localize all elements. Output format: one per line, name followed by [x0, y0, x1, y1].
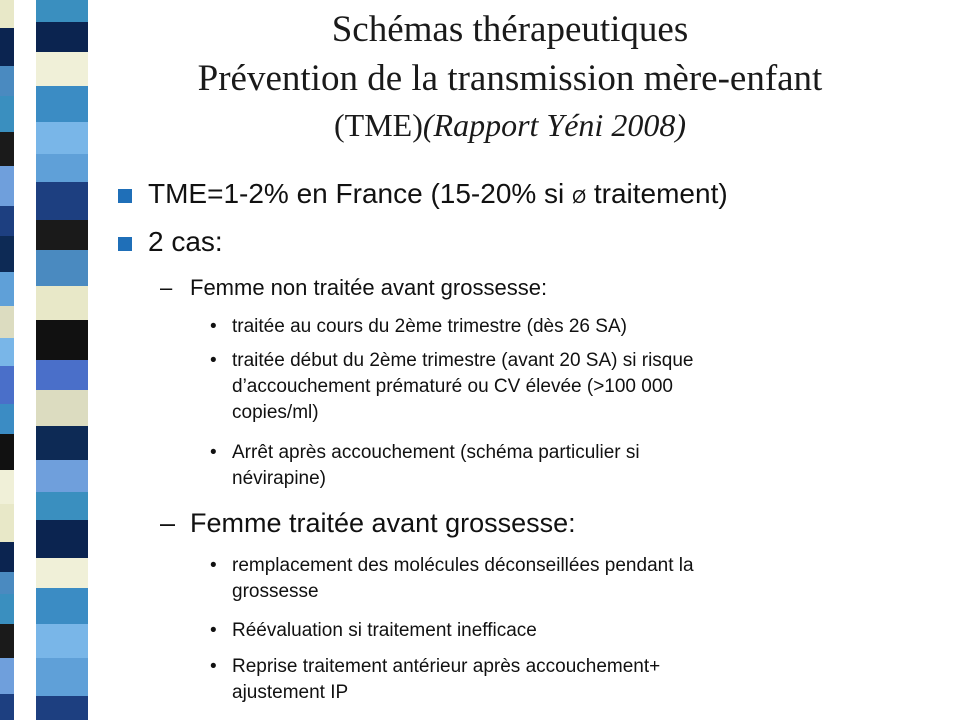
stripe-block — [36, 588, 88, 624]
bullet-dot: • — [210, 350, 217, 371]
edge-stripe-block — [0, 0, 14, 28]
case1-item-1-line-1: traitée au cours du 2ème trimestre (dès 26 SA) — [232, 316, 627, 337]
case2-item-1-line-1: remplacement des molécules déconseillées pendant la — [232, 555, 694, 576]
stripe-block — [36, 390, 88, 426]
edge-stripe-block — [0, 658, 14, 694]
stripe-block — [36, 696, 88, 720]
stripe-block — [36, 520, 88, 558]
title-source: (Rapport Yéni 2008) — [422, 107, 686, 143]
title-abbr: (TME) — [334, 107, 423, 143]
stripe-block — [36, 360, 88, 390]
stripe-block — [36, 0, 88, 22]
case2-item-3-line-1: Reprise traitement antérieur après accouchement+ — [232, 656, 661, 677]
stripe-block — [36, 286, 88, 320]
stripe-block — [36, 122, 88, 154]
dash-marker: – — [160, 508, 176, 538]
edge-stripe-block — [0, 28, 14, 66]
edge-stripe-block — [0, 338, 14, 366]
case2-item-1-line-2: grossesse — [232, 581, 319, 602]
title-line-3 — [100, 107, 920, 144]
edge-stripe-block — [0, 96, 14, 132]
edge-stripe-block — [0, 306, 14, 338]
edge-stripe-block — [0, 572, 14, 594]
case2-item-3-line-2: ajustement IP — [232, 682, 349, 703]
dash-marker: – — [160, 275, 173, 300]
stripe-block — [36, 86, 88, 122]
stripe-block — [36, 22, 88, 52]
bullet-dot: • — [210, 316, 217, 337]
case1-item-2-line-3: copies/ml) — [232, 402, 319, 423]
case1-heading: Femme non traitée avant grossesse: — [190, 275, 548, 300]
stripe-block — [36, 52, 88, 86]
decorative-stripe — [36, 0, 88, 720]
edge-stripe-block — [0, 206, 14, 236]
bullet-dot: • — [210, 656, 217, 677]
edge-stripe-block — [0, 66, 14, 96]
edge-stripe-block — [0, 504, 14, 542]
bullet-tme-text-b: traitement) — [586, 178, 728, 209]
bullet-dot: • — [210, 620, 217, 641]
stripe-block — [36, 320, 88, 360]
left-edge-stripe — [0, 0, 14, 720]
case2-heading: Femme traitée avant grossesse: — [190, 508, 576, 538]
edge-stripe-block — [0, 542, 14, 572]
bullet-two-cases: 2 cas: — [148, 226, 223, 257]
title-line-2: Prévention de la transmission mère-enfant — [197, 58, 823, 99]
edge-stripe-block — [0, 132, 14, 166]
stripe-block — [36, 658, 88, 696]
stripe-block — [36, 492, 88, 520]
edge-stripe-block — [0, 594, 14, 624]
edge-stripe-block — [0, 624, 14, 658]
edge-stripe-block — [0, 470, 14, 504]
stripe-block — [36, 154, 88, 182]
bullet-square-icon — [118, 189, 132, 203]
stripe-block — [36, 220, 88, 250]
edge-stripe-block — [0, 236, 14, 272]
edge-stripe-block — [0, 434, 14, 470]
case1-item-3-line-2: névirapine) — [232, 468, 326, 489]
case1-item-2-line-1: traitée début du 2ème trimestre (avant 20 SA) si risque — [232, 350, 694, 371]
edge-stripe-block — [0, 166, 14, 206]
bullet-dot: • — [210, 442, 217, 463]
title-line-1: Schémas thérapeutiques — [331, 9, 689, 50]
stripe-block — [36, 558, 88, 588]
stripe-block — [36, 624, 88, 658]
bullet-tme-rate — [148, 178, 728, 210]
edge-stripe-block — [0, 404, 14, 434]
stripe-block — [36, 250, 88, 286]
stripe-block — [36, 460, 88, 492]
case2-item-2-line-1: Réévaluation si traitement inefficace — [232, 620, 537, 641]
stripe-block — [36, 182, 88, 220]
edge-stripe-block — [0, 366, 14, 404]
case1-item-3-line-1: Arrêt après accouchement (schéma particulier si — [232, 442, 640, 463]
bullet-tme-text-a: TME=1-2% en France (15-20% si — [148, 178, 573, 209]
edge-stripe-block — [0, 272, 14, 306]
empty-set-symbol: Ø — [572, 187, 587, 207]
stripe-block — [36, 426, 88, 460]
edge-stripe-block — [0, 694, 14, 720]
bullet-dot: • — [210, 555, 217, 576]
case1-item-2-line-2: d’accouchement prématuré ou CV élevée (>100 000 — [232, 376, 673, 397]
bullet-square-icon — [118, 237, 132, 251]
